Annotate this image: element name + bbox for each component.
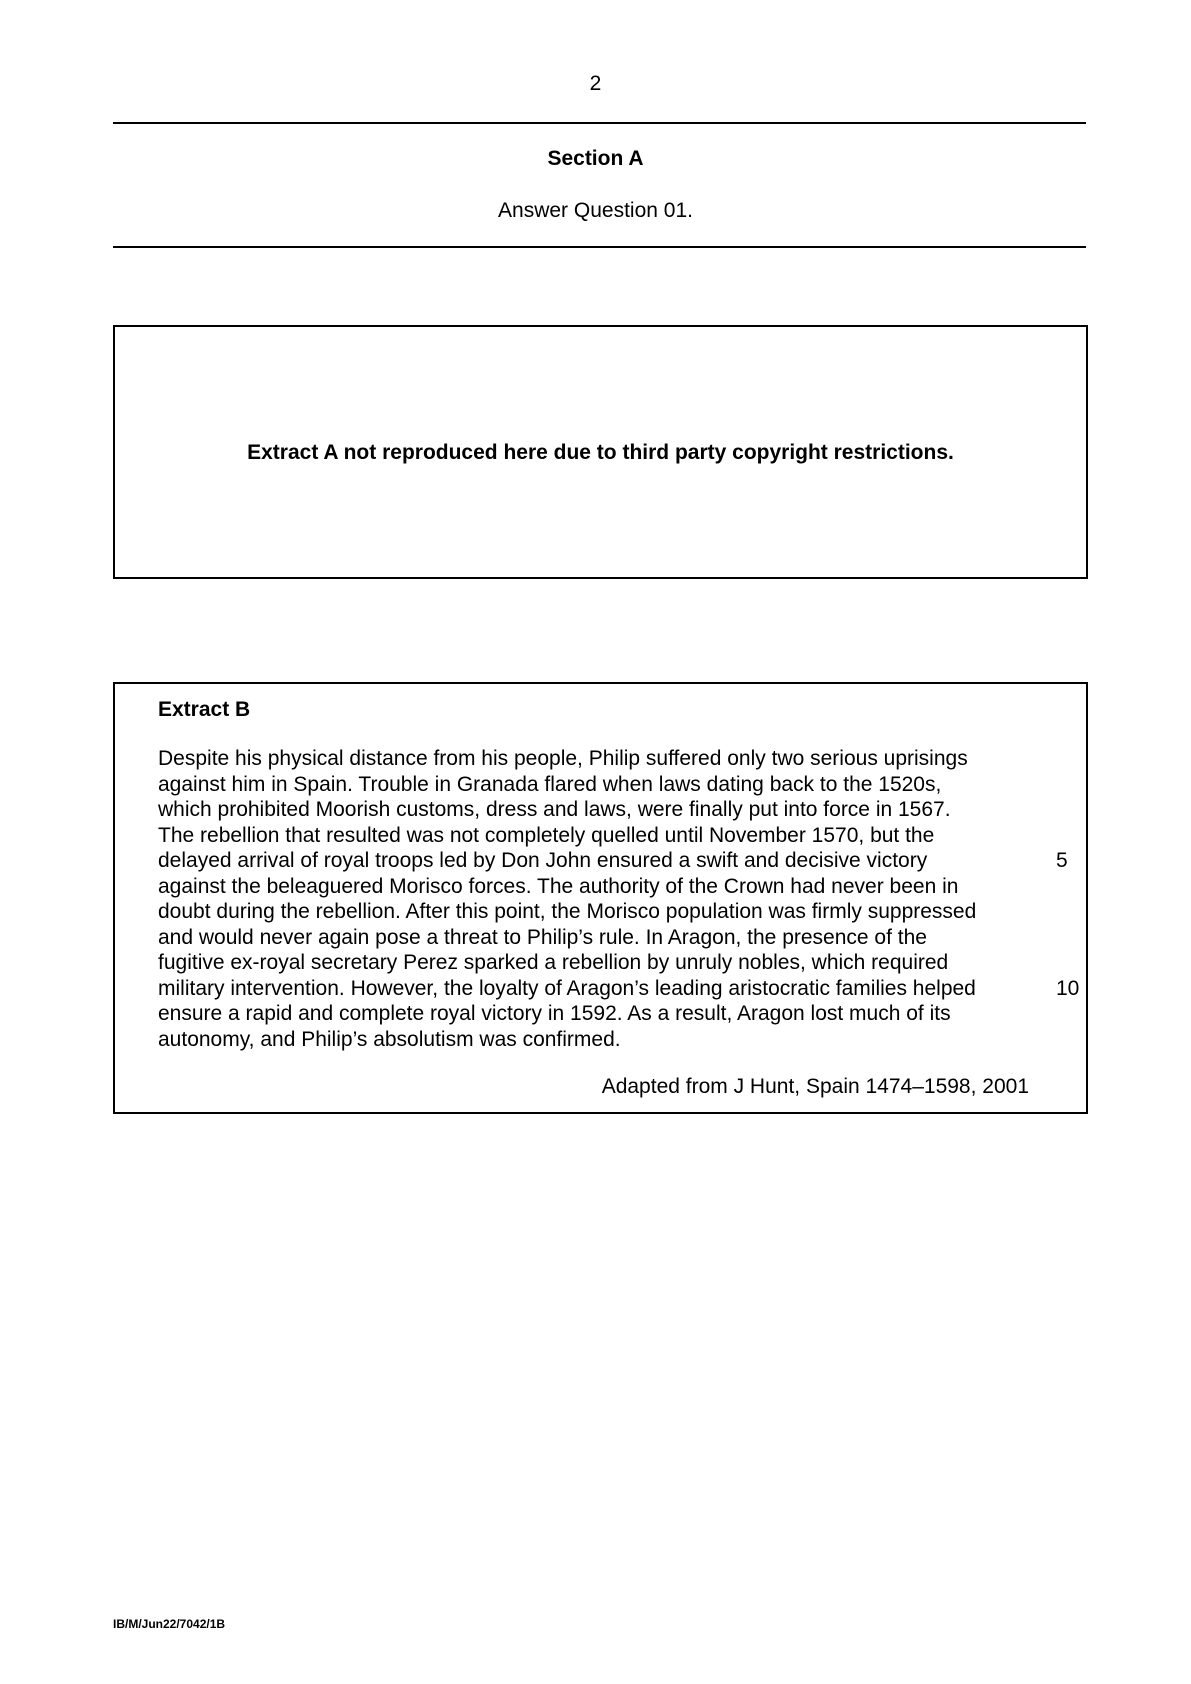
page-number: 2 [589, 72, 602, 95]
extract-a-copyright-notice: Extract A not reproduced here due to third party copyright restrictions. [247, 441, 954, 464]
extract-line [158, 976, 1080, 1002]
section-heading: Section A [547, 147, 644, 170]
extract-line: against him in Spain. Trouble in Granada flared when laws dating back to the 1520s, [158, 772, 942, 796]
extract-b-box [113, 682, 1088, 1114]
extract-b-title: Extract B [158, 698, 251, 721]
extract-line: doubt during the rebellion. After this point, the Morisco population was firmly suppressed [158, 900, 977, 923]
line-number-10: 10 [1056, 976, 1080, 1000]
line-number-5: 5 [1056, 849, 1068, 872]
extract-line: autonomy, and Philip’s absolutism was confirmed. [158, 1027, 621, 1051]
extract-line: The rebellion that resulted was not completely quelled until November 1570, but the [158, 823, 935, 847]
extract-line: Despite his physical distance from his people, Philip suffered only two serious uprisings [158, 747, 968, 770]
extract-line-text: delayed arrival of royal troops led by Don John ensured a swift and decisive victory [158, 849, 928, 872]
extract-line: fugitive ex-royal secretary Perez sparked a rebellion by unruly nobles, which required [158, 951, 949, 974]
extract-a-box [113, 325, 1088, 579]
extract-line: against the beleaguered Morisco forces. The authority of the Crown had never been in [158, 874, 959, 898]
extract-line: and would never again pose a threat to Philip’s rule. In Aragon, the presence of the [158, 925, 927, 949]
footer-code: IB/M/Jun22/7042/1B [113, 1617, 226, 1631]
extract-line-text: military intervention. However, the loyalty of Aragon’s leading aristocratic families helped [158, 976, 976, 1000]
extract-line: which prohibited Moorish customs, dress and laws, were finally put into force in 1567. [158, 798, 951, 821]
section-instruction: Answer Question 01. [498, 199, 693, 222]
extract-line [158, 848, 1068, 874]
header-bottom-rule [113, 246, 1086, 248]
header-top-rule [113, 122, 1086, 124]
extract-line: ensure a rapid and complete royal victory in 1592. As a result, Aragon lost much of its [158, 1002, 951, 1025]
extract-b-body [158, 746, 1080, 1052]
extract-b-citation: Adapted from J Hunt, Spain 1474–1598, 2001 [601, 1075, 1029, 1098]
